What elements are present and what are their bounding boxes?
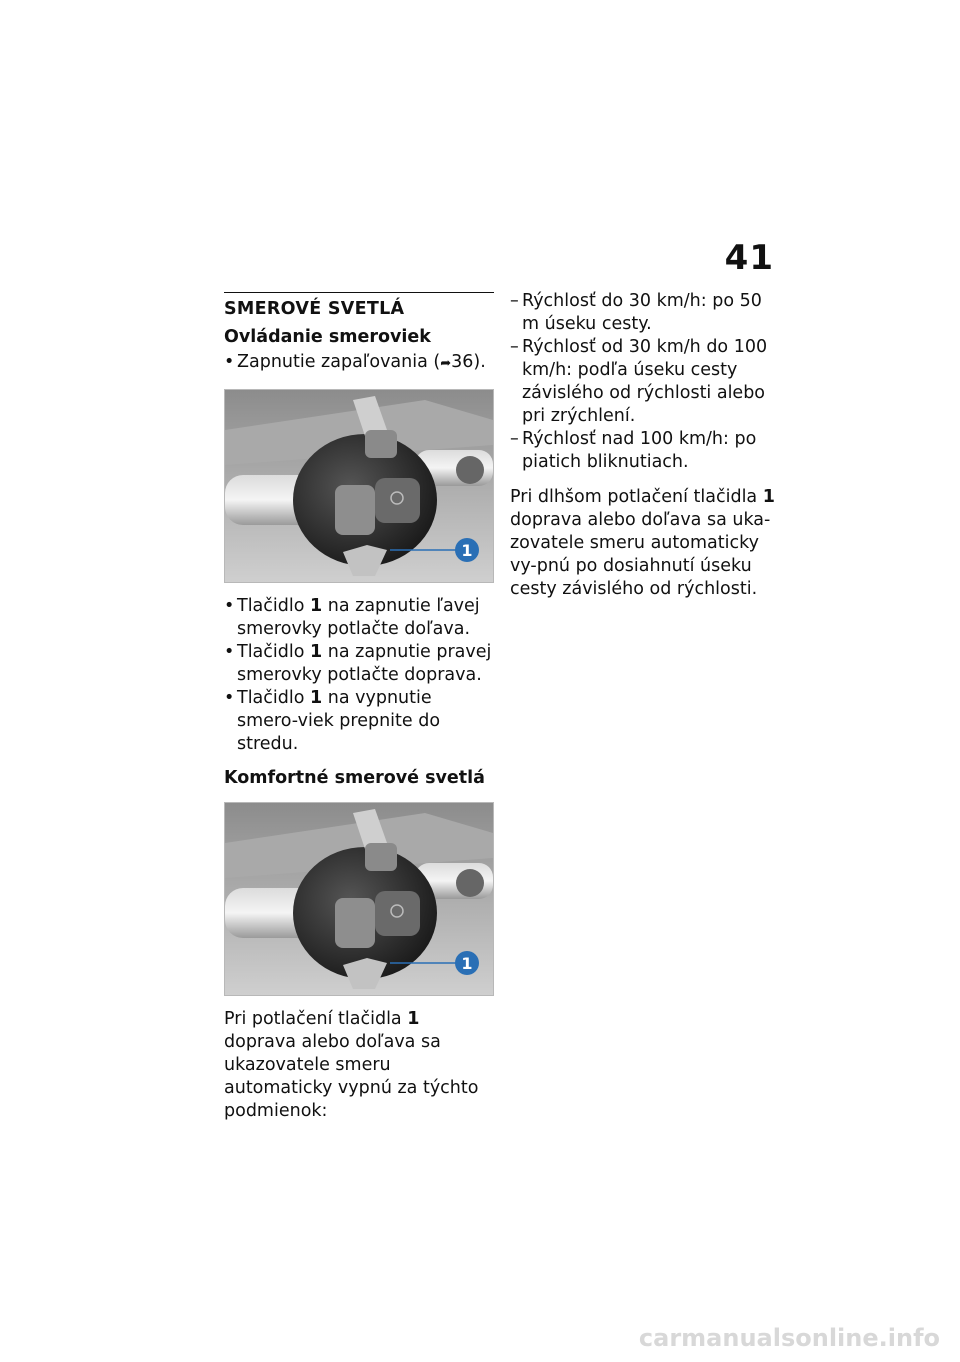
instruction-item	[224, 595, 494, 641]
step-text: na zapnutie ľavej smerovky potlačte doľava.	[237, 596, 480, 639]
figure-callout-1: 1	[461, 541, 473, 560]
step-text: na vypnutie smero-viek prepnite do stredu.	[237, 688, 441, 754]
turn-signals-heading: Ovládanie smeroviek	[224, 327, 431, 347]
comfort-intro	[224, 1008, 494, 1123]
condition-item: – Rýchlosť do 30 km/h: po 50 m úseku cesty.	[510, 290, 780, 336]
prereq-text: Zapnutie zapaľovania (	[237, 352, 441, 372]
intro-callout-number: 1	[407, 1009, 420, 1029]
handlebar-switch-image	[225, 390, 493, 582]
page-number: 41	[724, 238, 774, 278]
step-text: Tlačidlo	[237, 642, 310, 662]
page-reference-arrow-icon: ➦	[440, 356, 452, 371]
figure-callout-1: 1	[461, 954, 473, 973]
instruction-item	[224, 641, 494, 687]
section-rule	[224, 292, 494, 293]
long-press-text: Pri dlhšom potlačení tlačidla	[510, 487, 763, 507]
step-text: Tlačidlo	[237, 688, 310, 708]
step-callout-number: 1	[310, 596, 323, 616]
long-press-callout-number: 1	[762, 487, 775, 507]
step-callout-number: 1	[310, 688, 323, 708]
instruction-item	[224, 687, 494, 756]
step-text: Tlačidlo	[237, 596, 310, 616]
prerequisite-item	[224, 351, 494, 375]
step-callout-number: 1	[310, 642, 323, 662]
condition-item: – Rýchlosť nad 100 km/h: po piatich bliknutiach.	[510, 428, 780, 474]
watermark: carmanualsonline.info	[638, 1324, 940, 1352]
intro-text: doprava alebo doľava sa ukazovatele smeru automaticky vypnú za týchto podmienok:	[224, 1032, 479, 1121]
intro-text: Pri potlačení tlačidla	[224, 1009, 408, 1029]
section-title: SMEROVÉ SVETLÁ	[224, 299, 405, 319]
comfort-heading: Komfortné smerové svetlá	[224, 768, 485, 788]
handlebar-switch-image	[225, 803, 493, 995]
left-column	[224, 292, 494, 1123]
handlebar-switch-figure-2	[224, 802, 494, 996]
right-column	[510, 290, 780, 601]
long-press-text: doprava alebo doľava sa uka-zovatele smeru automaticky vy-pnú po dosiahnutí úseku cesty závislého od rýchlosti.	[510, 510, 771, 599]
step-text: na zapnutie pravej smerovky potlačte doprava.	[237, 642, 492, 685]
condition-item: – Rýchlosť od 30 km/h do 100 km/h: podľa úseku cesty závislého od rýchlosti alebo pri zrýchlení.	[510, 336, 780, 428]
prereq-ref: 36	[451, 352, 474, 372]
long-press-paragraph	[510, 486, 780, 601]
handlebar-switch-figure-1	[224, 389, 494, 583]
prereq-end: ).	[473, 352, 486, 372]
